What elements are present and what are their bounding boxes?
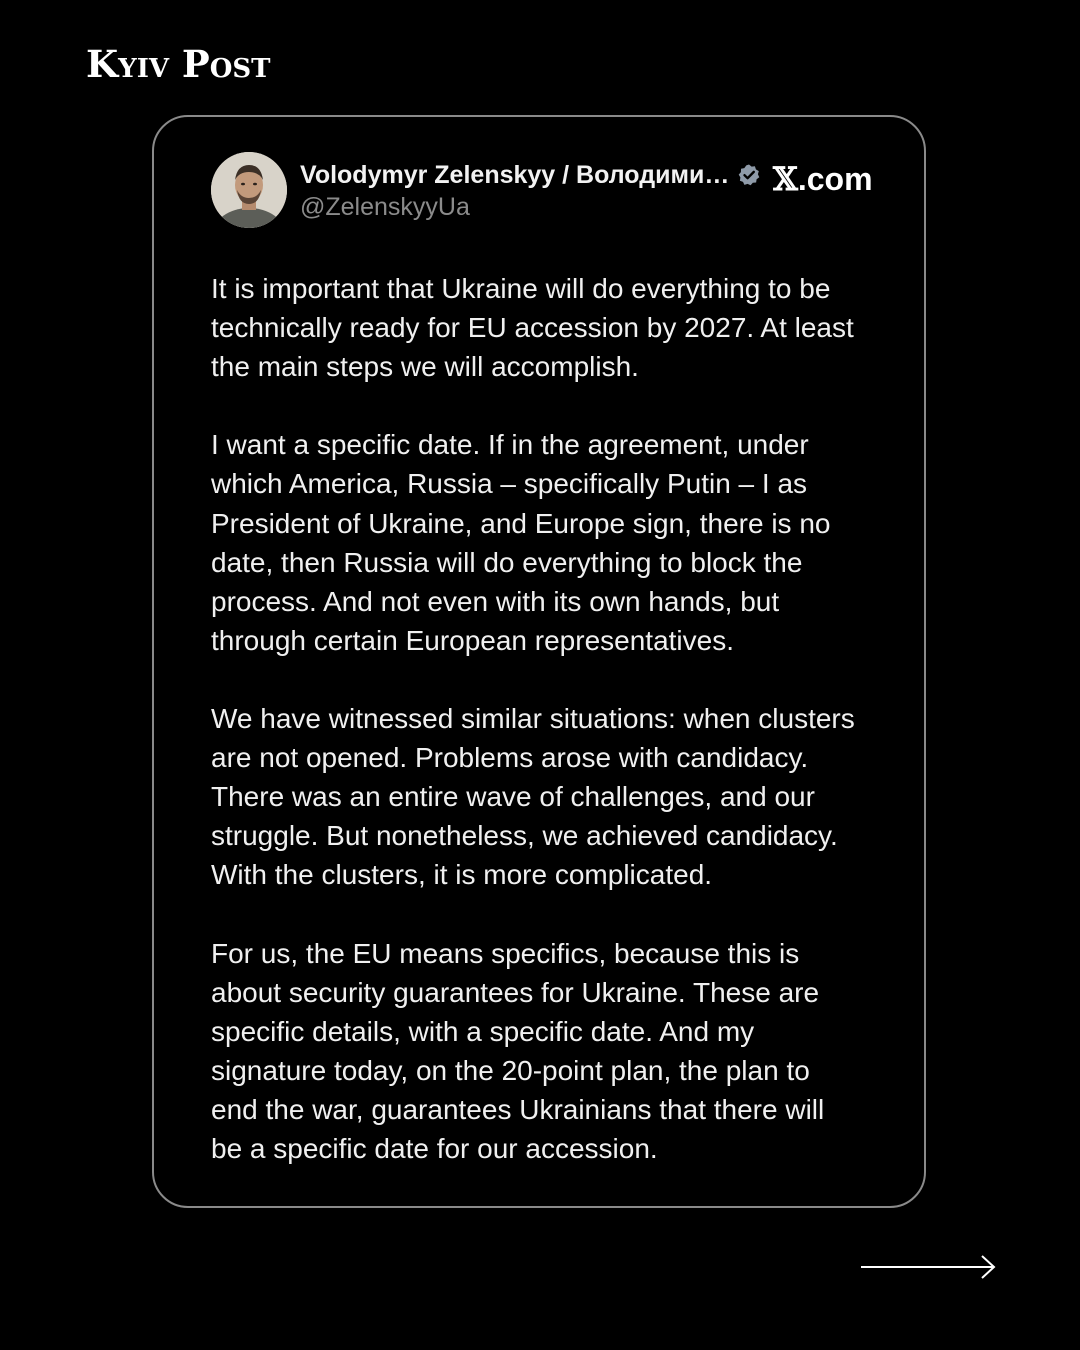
verified-badge-icon (737, 163, 761, 187)
tweet-card (152, 115, 926, 1208)
author-portrait-image (211, 152, 287, 228)
x-logo-icon: 𝕏 (773, 160, 798, 198)
tweet-paragraph: It is important that Ukraine will do everything to be technically ready for EU accession by 2027. At least the main steps we will accomplish. (211, 273, 854, 383)
tweet-paragraph: We have witnessed similar situations: when clusters are not opened. Problems arose with candidacy. There was an entire wave of challenges, and our struggle. But nonetheless, we achieved candidacy. With the clusters, it is more complicated. (211, 703, 855, 891)
tweet-text (211, 269, 901, 1168)
arrow-right-icon[interactable] (860, 1254, 996, 1280)
tweet-paragraph: For us, the EU means specifics, because this is about security guarantees for Ukraine. These are specific details, with a specific date. And my signature today, on the 20-point plan, the plan to end the war, guarantees Ukrainians that there will be a specific date for our accession. (211, 937, 825, 1165)
tweet-paragraph: I want a specific date. If in the agreement, under which America, Russia – specifically Putin – I as President of Ukraine, and Europe sign, there is no date, then Russia will do everything to block the process. And not even with its own hands, but through certain European representatives. (211, 429, 831, 656)
author-avatar[interactable] (211, 152, 287, 228)
kyiv-post-logo: Kyiv Post (86, 42, 271, 86)
author-name[interactable]: Volodymyr Zelenskyy / Володими… (300, 161, 730, 189)
source-x-com[interactable] (773, 160, 873, 198)
source-domain: .com (797, 161, 873, 197)
author-handle[interactable]: @ZelenskyyUa (300, 193, 470, 221)
